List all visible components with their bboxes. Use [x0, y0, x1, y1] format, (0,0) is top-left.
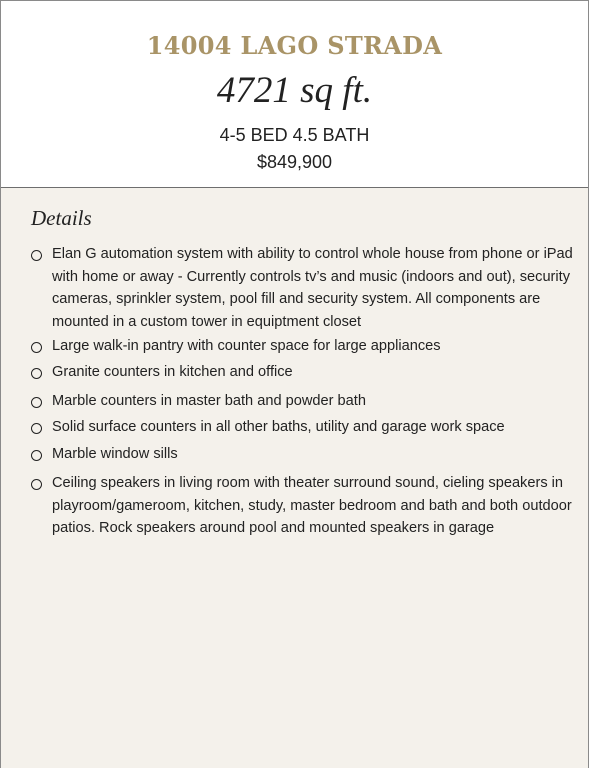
- details-section: [1, 188, 588, 768]
- listing-price: $849,900: [256, 152, 333, 172]
- square-footage: 4721 sq ft.: [216, 70, 373, 111]
- list-item-text: Elan G automation system with ability to control whole house from phone or iPad with home or away - Currently controls tv’s and music (indoors and out), security cameras, sprinkler system, pool fill and security system. All components are mounted in a custom tower in equiptment closet: [52, 246, 573, 330]
- property-address: 14004 LAGO STRADA: [146, 31, 443, 60]
- list-item-text: Large walk-in pantry with counter space for large appliances: [52, 338, 441, 354]
- circle-bullet-icon: [31, 368, 42, 379]
- circle-bullet-icon: [31, 250, 42, 261]
- beds-baths: 4-5 BED 4.5 BATH: [219, 125, 370, 145]
- circle-bullet-icon: [31, 479, 42, 490]
- circle-bullet-icon: [31, 450, 42, 461]
- listing-header: [1, 1, 588, 188]
- list-item-text: Granite counters in kitchen and office: [52, 364, 293, 380]
- list-item-text: Marble counters in master bath and powder bath: [52, 393, 366, 409]
- circle-bullet-icon: [31, 423, 42, 434]
- circle-bullet-icon: [31, 397, 42, 408]
- list-item-text: Solid surface counters in all other baths, utility and garage work space: [52, 419, 505, 435]
- circle-bullet-icon: [31, 342, 42, 353]
- details-heading: Details: [31, 206, 92, 230]
- list-item-text: Marble window sills: [52, 446, 178, 462]
- list-item-text: Ceiling speakers in living room with theater surround sound, cieling speakers in playroom/gameroom, kitchen, study, master bedroom and bath and both outdoor patios. Rock speakers around pool and mounted speakers in garage: [52, 475, 572, 536]
